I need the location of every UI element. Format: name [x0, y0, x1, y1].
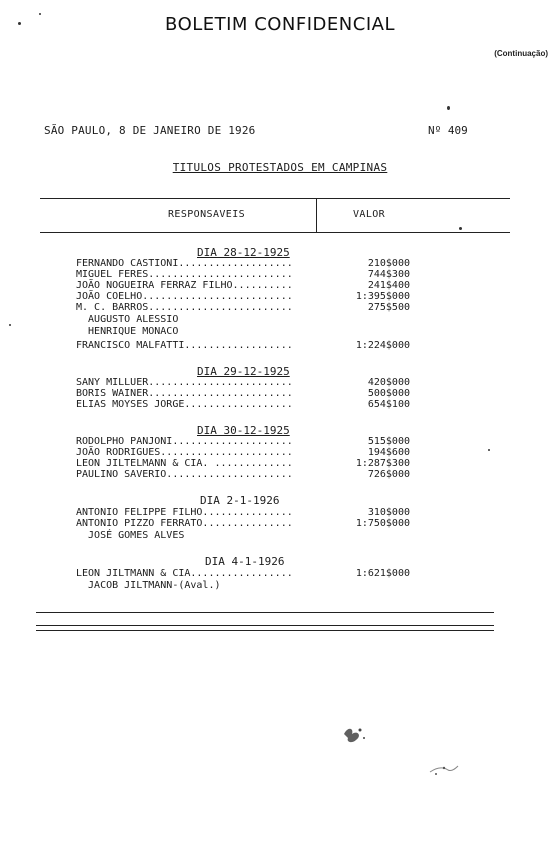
entry-name: M. C. BARROS........................: [76, 302, 293, 313]
table-top-rule: [40, 198, 510, 199]
table-header-rule: [40, 232, 510, 233]
entry-name: ELIAS MOYSES JORGE..................: [76, 399, 293, 410]
scan-speck: [9, 324, 11, 326]
entry-value: 726$000: [367, 469, 410, 480]
entry-value: 194$600: [367, 447, 410, 458]
continuation-label: (Continuação): [494, 49, 548, 58]
entry-name: JOÃO RODRIGUES......................: [76, 447, 293, 458]
scan-speck: [39, 13, 41, 15]
entry-name: PAULINO SAVERIO.....................: [76, 469, 293, 480]
entry-value: 241$400: [367, 280, 410, 291]
entry-name: LEON JILTMANN & CIA.................: [76, 568, 293, 579]
entry-value: 500$000: [367, 388, 410, 399]
column-divider: [316, 198, 317, 232]
entry-value: 1:224$000: [355, 340, 410, 351]
entry-value: 1:287$300: [355, 458, 410, 469]
entry-value: 420$000: [367, 377, 410, 388]
day-heading: DIA 28-12-1925: [197, 246, 290, 259]
scan-speck: [447, 106, 450, 110]
day-heading: DIA 2-1-1926: [200, 494, 280, 507]
entry-name: HENRIQUE MONACO: [76, 326, 179, 337]
section-title: TITULOS PROTESTADOS EM CAMPINAS: [172, 161, 388, 174]
entry-name: MIGUEL FERES........................: [76, 269, 293, 280]
entry-value: 1:395$000: [355, 291, 410, 302]
scan-speck: [18, 22, 21, 25]
document-title: BOLETIM CONFIDENCIAL: [165, 14, 395, 35]
column-header-valor: VALOR: [353, 209, 386, 220]
entry-name: JOÃO NOGUEIRA FERRAZ FILHO..........: [76, 280, 293, 291]
dateline: SÃO PAULO, 8 DE JANEIRO DE 1926: [44, 124, 256, 137]
day-heading: DIA 30-12-1925: [197, 424, 290, 437]
entry-name: JACOB JILTMANN-(Aval.): [76, 580, 221, 591]
entry-value: 210$000: [367, 258, 410, 269]
ink-smudge: [340, 722, 370, 748]
entry-name: ANTONIO PIZZO FERRATO...............: [76, 518, 293, 529]
entry-value: 310$000: [367, 507, 410, 518]
entry-value: 1:750$000: [355, 518, 410, 529]
entry-name: JOSÉ GOMES ALVES: [76, 530, 185, 541]
table-bottom-rule: [36, 625, 494, 626]
bulletin-number: Nº 409: [428, 124, 468, 137]
entry-name: BORIS WAINER........................: [76, 388, 293, 399]
scan-speck: [459, 227, 462, 230]
day-heading: DIA 29-12-1925: [197, 365, 290, 378]
entry-name: FRANCISCO MALFATTI..................: [76, 340, 293, 351]
entry-name: SANY MILLUER........................: [76, 377, 293, 388]
entry-value: 515$000: [367, 436, 410, 447]
entry-name: AUGUSTO ALESSIO: [76, 314, 179, 325]
scan-speck: [488, 449, 490, 451]
table-bottom-rule: [36, 630, 494, 631]
entry-name: RODOLPHO PANJONI....................: [76, 436, 293, 447]
entry-name: ANTONIO FELIPPE FILHO...............: [76, 507, 293, 518]
entry-name: FERNANDO CASTIONI...................: [76, 258, 293, 269]
entry-value: 654$100: [367, 399, 410, 410]
table-bottom-rule: [36, 612, 494, 613]
entry-name: LEON JILTELMANN & CIA. .............: [76, 458, 293, 469]
entry-value: 275$500: [367, 302, 410, 313]
entry-value: 1:621$000: [355, 568, 410, 579]
entry-value: 744$300: [367, 269, 410, 280]
ink-smudge: [424, 758, 464, 780]
column-header-responsaveis: RESPONSAVEIS: [168, 209, 246, 220]
day-heading: DIA 4-1-1926: [205, 555, 285, 568]
entry-name: JOÃO COELHO.........................: [76, 291, 293, 302]
